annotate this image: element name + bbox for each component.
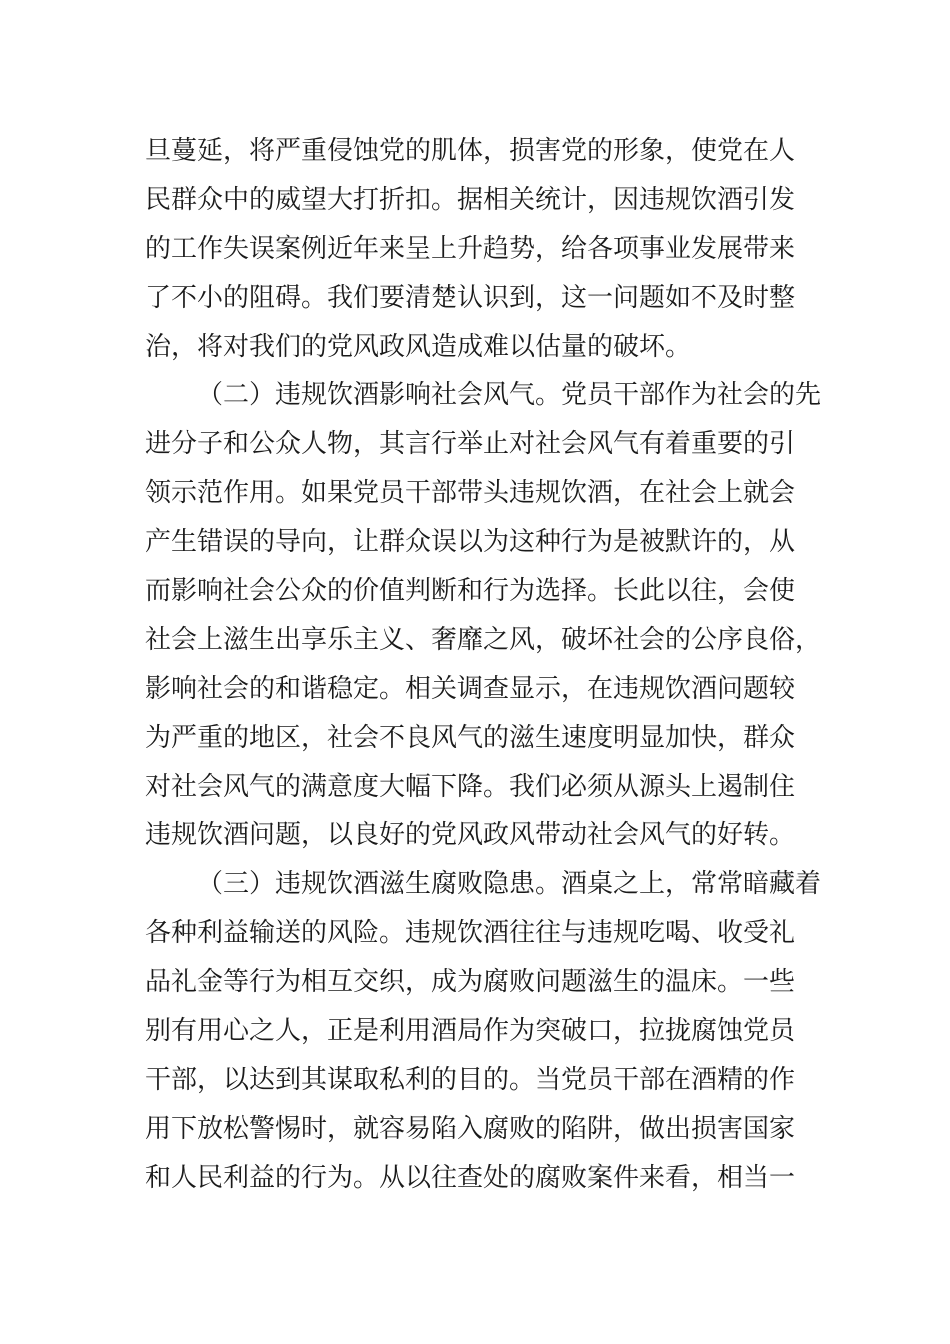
section-heading-line: （二）违规饮酒影响社会风气。党员干部作为社会的先 xyxy=(197,380,822,411)
text-line: 了不小的阻碍。我们要清楚认识到，这一问题如不及时整 xyxy=(145,282,796,313)
text-line: 品礼金等行为相互交织，成为腐败问题滋生的温床。一些 xyxy=(145,967,796,998)
section-heading-line: （三）违规饮酒滋生腐败隐患。酒桌之上，常常暗藏着 xyxy=(197,869,822,900)
text-line: 社会上滋生出享乐主义、奢靡之风，破坏社会的公序良俗， xyxy=(145,624,822,655)
text-line: 的工作失误案例近年来呈上升趋势，给各项事业发展带来 xyxy=(145,233,796,264)
text-line: 对社会风气的满意度大幅下降。我们必须从源头上遏制住 xyxy=(145,771,796,802)
text-line: 干部，以达到其谋取私利的目的。当党员干部在酒精的作 xyxy=(145,1064,796,1095)
text-line: 领示范作用。如果党员干部带头违规饮酒，在社会上就会 xyxy=(145,478,796,509)
text-line: 产生错误的导向，让群众误以为这种行为是被默许的，从 xyxy=(145,527,796,558)
text-line: 民群众中的威望大打折扣。据相关统计，因违规饮酒引发 xyxy=(145,184,796,215)
text-line: 用下放松警惕时，就容易陷入腐败的陷阱，做出损害国家 xyxy=(145,1113,796,1144)
text-line: 为严重的地区，社会不良风气的滋生速度明显加快，群众 xyxy=(145,722,796,753)
text-line: 而影响社会公众的价值判断和行为选择。长此以往，会使 xyxy=(145,576,796,607)
body-text xyxy=(145,127,822,1203)
text-line: 别有用心之人，正是利用酒局作为突破口，拉拢腐蚀党员 xyxy=(145,1016,796,1047)
text-line: 旦蔓延，将严重侵蚀党的肌体，损害党的形象，使党在人 xyxy=(145,136,796,166)
text-line: 治，将对我们的党风政风造成难以估量的破坏。 xyxy=(145,331,692,362)
text-line: 和人民利益的行为。从以往查处的腐败案件来看，相当一 xyxy=(145,1162,796,1193)
text-line: 影响社会的和谐稳定。相关调查显示，在违规饮酒问题较 xyxy=(145,673,796,704)
text-line: 各种利益输送的风险。违规饮酒往往与违规吃喝、收受礼 xyxy=(145,918,796,949)
text-line: 进分子和公众人物，其言行举止对社会风气有着重要的引 xyxy=(145,429,796,460)
text-line: 违规饮酒问题，以良好的党风政风带动社会风气的好转。 xyxy=(145,820,796,851)
